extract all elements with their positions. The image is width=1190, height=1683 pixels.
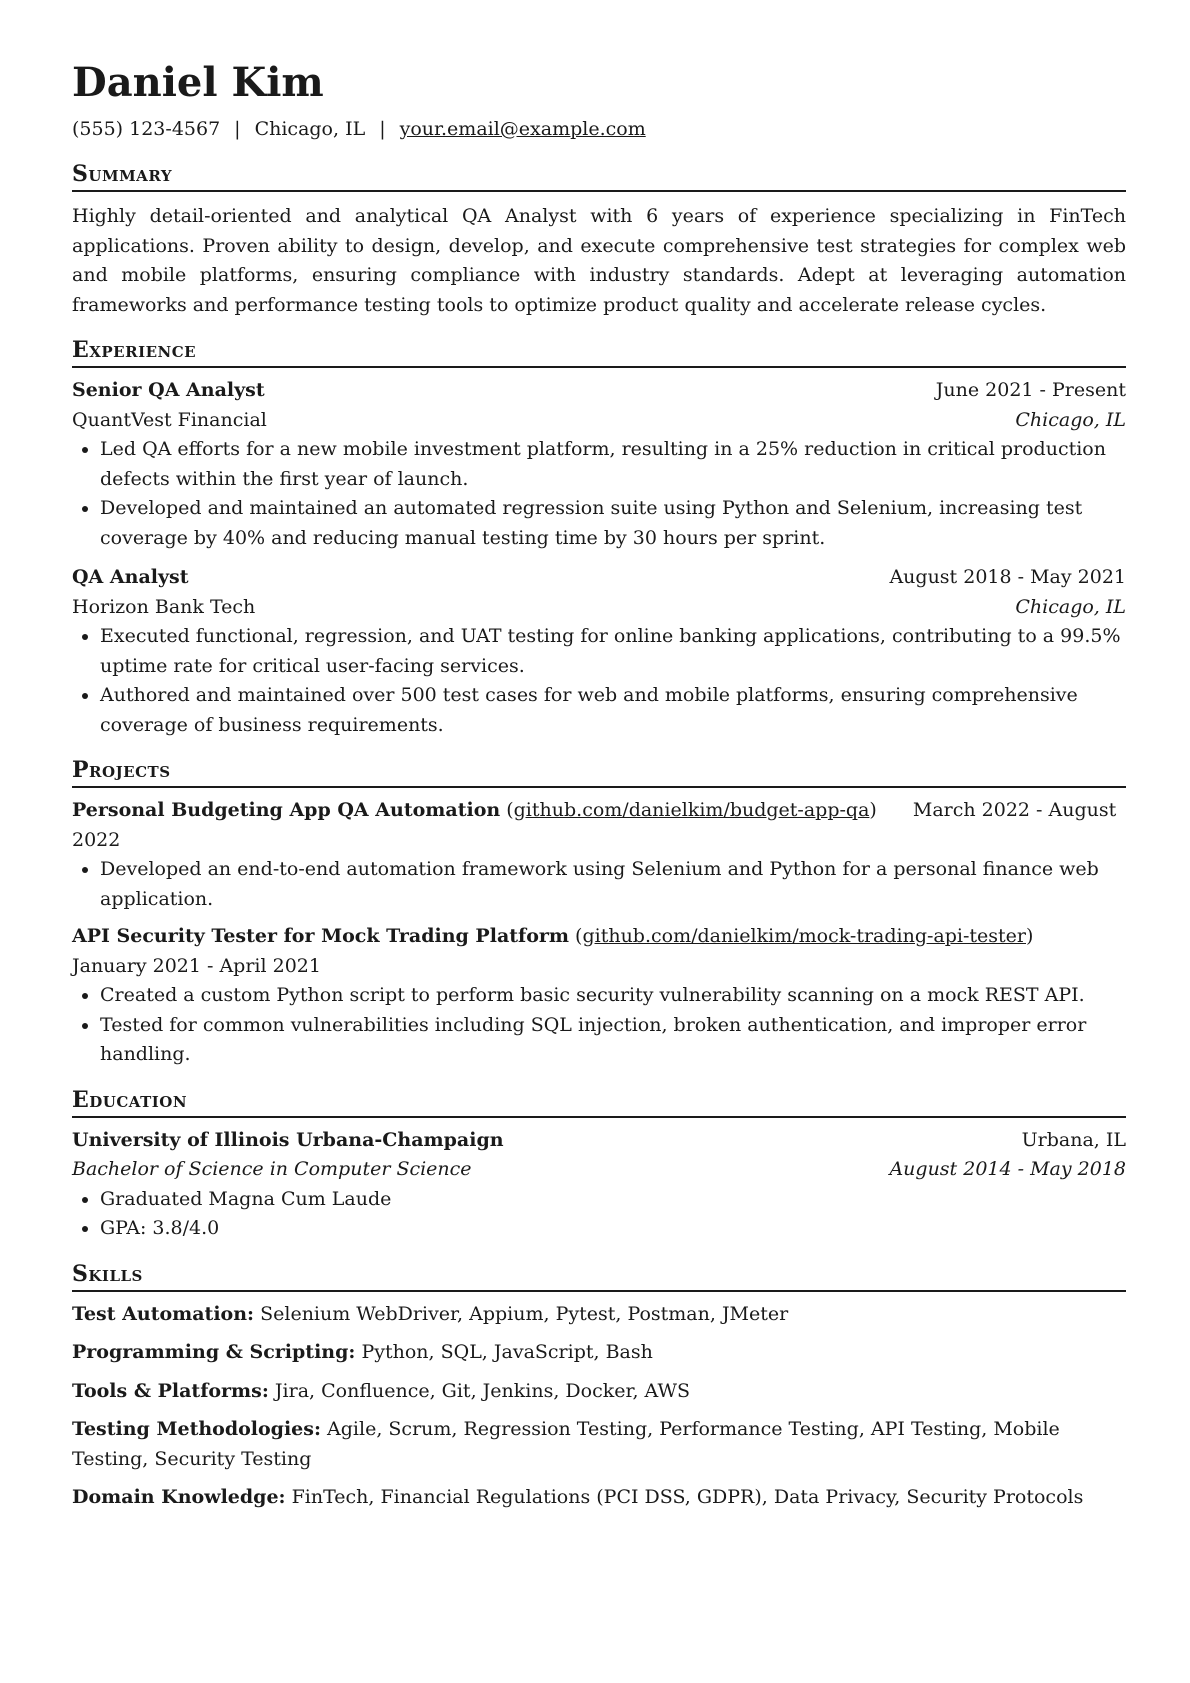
bullet-item: • Developed and maintained an automated regression suite using Python and Selenium, increasing test coverage by 40% and reducing manual testing time by 30 hours per sprint. (100, 494, 1126, 553)
contact-separator: | (234, 118, 241, 140)
education-dates: August 2014 - May 2018 (889, 1158, 1126, 1180)
section-title-experience: Experience (72, 336, 1126, 368)
job-role: Senior QA Analyst (72, 379, 265, 401)
skill-row (72, 1300, 1126, 1330)
bullet-item: • Led QA efforts for a new mobile investment platform, resulting in a 25% reduction in critical production defects within the first year of launch. (100, 435, 1126, 494)
skill-label: Tools & Platforms: (72, 1379, 269, 1402)
bullet-item: • Graduated Magna Cum Laude (100, 1185, 1126, 1215)
skill-label: Testing Methodologies: (72, 1418, 321, 1440)
section-title-skills: Skills (72, 1260, 1126, 1292)
candidate-name: Daniel Kim (72, 59, 324, 106)
job-dates: August 2018 - May 2021 (889, 566, 1126, 588)
resume-page (72, 60, 1126, 1513)
school-location: Urbana, IL (1021, 1128, 1126, 1151)
project-link[interactable]: github.com/danielkim/budget-app-qa (513, 799, 870, 821)
project-name: API Security Tester for Mock Trading Platform (72, 925, 569, 947)
skills-section (72, 1260, 1126, 1513)
job-location: Chicago, IL (1015, 595, 1126, 618)
bullet-item: • Executed functional, regression, and UAT testing for online banking applications, contributing to a 99.5% uptime rate for critical user-facing services. (100, 622, 1126, 681)
project-heading: Personal Budgeting App QA Automation (github.com/danielkim/budget-app-qa) March 2022 - August 2022 (72, 799, 1117, 851)
job-role: QA Analyst (72, 566, 189, 588)
skill-label: Test Automation: (72, 1302, 255, 1325)
project-heading: API Security Tester for Mock Trading Platform (github.com/danielkim/mock-trading-api-tester) (72, 925, 1034, 947)
job-bullets (72, 435, 1126, 553)
project-link[interactable]: github.com/danielkim/mock-trading-api-tester (582, 925, 1027, 947)
skill-label: Programming & Scripting: (72, 1341, 356, 1363)
job-bullets (72, 622, 1126, 740)
section-title-summary: Summary (72, 160, 1126, 192)
project-entry (72, 922, 1126, 1070)
contact-line (72, 116, 1126, 142)
project-bullets (72, 981, 1126, 1070)
contact-separator: | (379, 118, 386, 140)
bullet-item: • Tested for common vulnerabilities including SQL injection, broken authentication, and improper error handling. (100, 1011, 1126, 1070)
summary-text: Highly detail-oriented and analytical QA Analyst with 6 years of experience specializing in FinTech applications. Proven ability to design, develop, and execute comprehensive test strategies for complex web and mobile platforms, ensuring compliance with industry standards. Adept at leveraging automation frameworks and performance testing tools to optimize product quality and accelerate release cycles. (72, 205, 1126, 316)
projects-section (72, 756, 1126, 1070)
job-company: QuantVest Financial (72, 408, 267, 431)
project-name: Personal Budgeting App QA Automation (72, 799, 501, 821)
school-name: University of Illinois Urbana-Champaign (72, 1128, 504, 1151)
location: Chicago, IL (254, 118, 366, 140)
skill-label: Domain Knowledge: (72, 1486, 286, 1508)
skill-value: Python, SQL, JavaScript, Bash (361, 1341, 653, 1363)
education-entry (72, 1126, 1126, 1244)
email-link[interactable]: your.email@example.com (399, 118, 646, 140)
degree: Bachelor of Science in Computer Science (72, 1158, 472, 1180)
job-location: Chicago, IL (1015, 408, 1126, 431)
skill-row (72, 1415, 1126, 1474)
section-title-education: Education (72, 1086, 1126, 1118)
bullet-item: • Developed an end-to-end automation framework using Selenium and Python for a personal finance web application. (100, 855, 1126, 914)
skill-value: Jira, Confluence, Git, Jenkins, Docker, AWS (274, 1379, 691, 1402)
project-entry (72, 796, 1126, 914)
education-section (72, 1086, 1126, 1244)
education-bullets (72, 1185, 1126, 1244)
phone-number: (555) 123-4567 (72, 118, 221, 140)
skill-row (72, 1483, 1126, 1513)
summary-section (72, 160, 1126, 320)
section-title-projects: Projects (72, 756, 1126, 788)
bullet-item: • Authored and maintained over 500 test cases for web and mobile platforms, ensuring comprehensive coverage of business requirements. (100, 681, 1126, 740)
bullet-item: • Created a custom Python script to perform basic security vulnerability scanning on a mock REST API. (100, 981, 1126, 1011)
skill-value: Agile, Scrum, Regression Testing, Performance Testing, API Testing, Mobile Testing, Security Testing (72, 1418, 1060, 1470)
job-dates: June 2021 - Present (935, 379, 1126, 401)
job-company: Horizon Bank Tech (72, 595, 256, 618)
job-entry (72, 563, 1126, 740)
skill-value: Selenium WebDriver, Appium, Pytest, Postman, JMeter (260, 1302, 789, 1325)
project-dates: January 2021 - April 2021 (72, 954, 321, 977)
project-dates: March 2022 - August 2022 (72, 799, 1117, 851)
bullet-item: • GPA: 3.8/4.0 (100, 1214, 1126, 1244)
skill-value: FinTech, Financial Regulations (PCI DSS, GDPR), Data Privacy, Security Protocols (291, 1486, 1084, 1508)
job-entry (72, 376, 1126, 553)
project-bullets (72, 855, 1126, 914)
skill-row (72, 1338, 1126, 1368)
skill-row (72, 1377, 1126, 1407)
experience-section (72, 336, 1126, 740)
